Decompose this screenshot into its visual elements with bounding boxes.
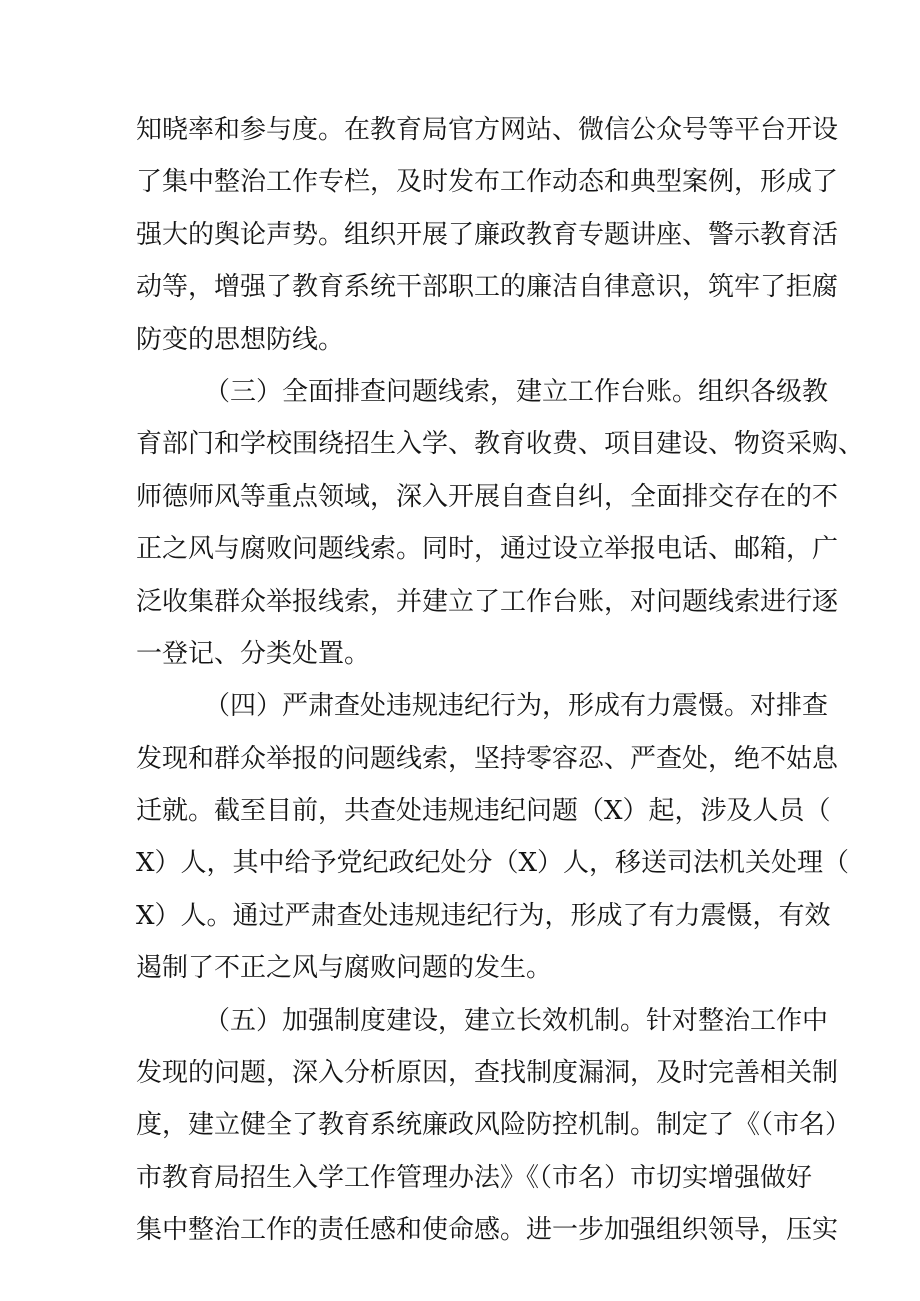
- text-line: 发现的问题，深入分析原因，查找制度漏洞，及时完善相关制: [136, 1058, 839, 1089]
- text-line: 知晓率和参与度。在教育局官方网站、微信公众号等平台开设: [136, 115, 839, 145]
- section-heading-line: （四）严肃查处违规违纪行为，形成有力震慑。对排查: [204, 691, 829, 722]
- text-line: X）人。通过严肃查处违规违纪行为，形成了有力震慑，有效: [136, 900, 831, 931]
- document-body: [136, 104, 865, 1257]
- text-line: 育部门和学校围绕招生入学、教育收费、项目建设、物资采购、: [136, 429, 865, 460]
- text-line: 了集中整治工作专栏，及时发布工作动态和典型案例，形成了: [136, 167, 839, 198]
- text-line: 一登记、分类处置。: [136, 638, 371, 669]
- text-line: 防变的思想防线。: [136, 324, 345, 355]
- text-line: 市教育局招生入学工作管理办法》《（市名）市切实增强做好: [136, 1162, 813, 1193]
- text-line: 泛收集群众举报线索，并建立了工作台账，对问题线索进行逐: [136, 586, 839, 617]
- text-line: 正之风与腐败问题线索。同时，通过设立举报电话、邮箱，广: [136, 534, 839, 565]
- text-line: 动等，增强了教育系统干部职工的廉洁自律意识，筑牢了拒腐: [136, 272, 839, 303]
- section-heading-line: （三）全面排查问题线索，建立工作台账。组织各级教: [204, 376, 829, 407]
- section-heading-line: （五）加强制度建设，建立长效机制。针对整治工作中: [204, 1005, 829, 1036]
- text-line: 度，建立健全了教育系统廉政风险防控机制。制定了《（市名）: [136, 1110, 852, 1141]
- text-line: 师德师风等重点领域，深入开展自查自纠，全面排交存在的不: [136, 481, 839, 512]
- text-line: 集中整治工作的责任感和使命感。进一步加强组织领导，压实: [136, 1215, 839, 1246]
- text-line: 强大的舆论声势。组织开展了廉政教育专题讲座、警示教育活: [136, 219, 839, 250]
- text-line: 遏制了不正之风与腐败问题的发生。: [136, 953, 553, 984]
- text-line: 迁就。截至目前，共查处违规违纪问题（X）起，涉及人员（: [136, 796, 831, 827]
- text-line: 发现和群众举报的问题线索，坚持零容忍、严查处，绝不姑息: [136, 743, 839, 774]
- text-line: X）人，其中给予党纪政纪处分（X）人，移送司法机关处理（: [136, 848, 850, 879]
